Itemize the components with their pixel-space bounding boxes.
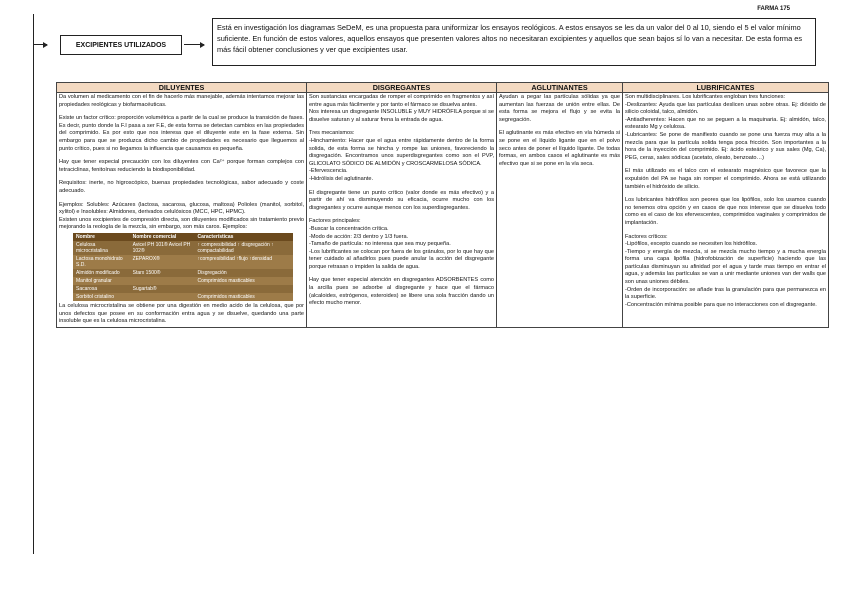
disgregantes-paragraph: -Buscar la concentración crítica. <box>309 225 389 232</box>
direct-compression-table <box>73 233 293 301</box>
lubrificantes-paragraph: -Lipófilos, excepto cuando se necesiten los hidrófilos. <box>625 241 758 248</box>
inner-cell: Almidón modificado <box>76 269 120 276</box>
inner-cell: Disgregación <box>197 269 227 276</box>
disgregantes-paragraph: -Efervescencia. <box>309 168 348 175</box>
diluyentes-paragraph: Hay que tener especial precaución con los diluyentes con Ca²⁺ porque forman complejos con tetraciclinas, fenitoínas reduciendo la biodisponibilidad. <box>59 159 304 173</box>
inner-cell: Sorbitol cristalino <box>73 293 130 301</box>
diluyentes-paragraph: Existen unos excipientes de compresión directa, son diluyentes modificados sin tratamiento previo mejorando la reología de la mezcla, sin embargo, son más caros. Ejemplos: <box>59 216 304 231</box>
lubrificantes-paragraph: -Deslizantes: Ayuda que las partículas deslicen unas sobre otras. Ej: dióxido de silicio coloidal, talco, almidón. <box>625 101 826 116</box>
lubrificantes-paragraph: Factores críticos: <box>625 233 668 240</box>
aglutinantes-paragraph: Ayudan a pegar las partículas sólidas ya que aumentan las fuerzas de unión entre ellas. De esta forma se mejora el flujo y se evita la segregación. <box>499 94 620 123</box>
inner-cell: Celulosa microcristalina <box>76 241 108 254</box>
cell-lubrificantes <box>623 93 829 328</box>
excipients-table <box>56 82 829 328</box>
diluyentes-paragraph: La celulosa microcristalina se obtiene por una digestión en medio acido de la celulosa, que por unos defectos que posee en su conformación entra agua y se disuelve, quedando una parte insoluble que es la celulosa microcristalina. <box>59 302 304 325</box>
inner-table-row <box>73 277 293 285</box>
disgregantes-paragraph: -Hidrólisis del aglutinante. <box>309 175 374 182</box>
disgregantes-paragraph: Hay que tener especial atención en disgregantes ADSORBENTES como la arcilla pues se adsorbe al disgregante y hace que el fármaco (alcaloides, estrógenos, esteroides) se libere una sola fracción dando un efecto mucho menor. <box>309 277 494 307</box>
inner-cell: Starx 1500® <box>132 269 161 276</box>
inner-cell: Comprimidos masticables <box>195 277 293 285</box>
disgregantes-paragraph: Nos interesa un disgregante INSOLUBLE y MUY HIDRÓFILA porque si se disuelve saturan y al saturar frena la entrada de agua. <box>309 109 494 123</box>
inner-cell: Sugartab® <box>132 285 157 292</box>
col-header-diluyentes: DILUYENTES <box>57 83 307 93</box>
inner-cell <box>195 285 293 293</box>
lubrificantes-paragraph: Son multidisciplinares. Los lubrificantes engloban tres funciones: <box>625 94 786 100</box>
diluyentes-paragraph: Da volumen al medicamento con el fin de hacerlo más manejable, además intentamos mejorar las propiedades reológicas y biofarmacéuticas. <box>59 94 304 108</box>
diluyentes-paragraph: Ejemplos: Solubles: Azúcares (lactosa, sacarosa, glucosa, maltosa) Polioles (manitol, sorbitol, xylitol) e Insolubles: Almidones, derivados celulósicos (MCC, HPC, HPMC). <box>59 201 304 216</box>
outline-connector-arrow <box>33 44 47 45</box>
cell-disgregantes <box>307 93 497 328</box>
inner-cell: Sacarosa <box>76 285 98 292</box>
inner-cell <box>130 277 195 285</box>
table-header-row <box>57 83 829 93</box>
lubrificantes-paragraph: -Orden de incorporación: se añade tras la granulación para que permanezca en la superficie. <box>625 286 826 301</box>
disgregantes-paragraph: Son sustancias encargadas de romper el comprimido en fragmentos y así entre agua más fácilmente y por tanto el fármaco se disuelva antes. <box>309 94 494 108</box>
lubrificantes-paragraph: -Antiadherentes: Hacen que no se peguen a la maquinaria. Ej: almidón, talco, estearato Mg y celulosa. <box>625 116 826 131</box>
disgregantes-paragraph: El disgregante tiene un punto crítico (valor donde es más efectivo) y a partir de ahí va disminuyendo su eficacia, ocurre mucho con los disgregantes y ocurre aunque menos con los superdisgregantes. <box>309 189 494 211</box>
inner-cell: ↑compresibilidad ↑flujo ↑densidad <box>195 255 293 269</box>
lubrificantes-paragraph: El más utilizado es el talco con el estearato magnésico que favorece que la expulsión del PA se haga sin romper el comprimido. Ahora se está utilizando también el hidróxido de silicio. <box>625 168 826 190</box>
disgregantes-paragraph: -Modo de acción: 2/3 dentro y 1/3 fuera. <box>309 233 409 240</box>
inner-header-features: Características <box>195 233 293 241</box>
col-header-disgregantes: DISGREGANTES <box>307 83 497 93</box>
inner-table-header <box>73 233 293 241</box>
section-label-box: EXCIPIENTES UTILIZADOS <box>60 35 182 55</box>
disgregantes-paragraph: Tres mecanismos: <box>309 130 355 137</box>
inner-cell: Comprimidos masticables <box>195 293 293 301</box>
inner-cell: Avicel PH 101® Avicel PH 102® <box>132 241 191 254</box>
diluyentes-paragraph: Existe un factor crítico: proporción volumétrica a partir de la cual se produce la transición de fases. Es decir, punto donde la F.I pasa a ser F.E, de esta forma se detectan cambios en las propiedades del comprimido. Es por esto que nos interesa que el diluyente este en la fase externa. Sin embargo para que se produzca dicho cambio de propiedades es necesario que lleguemos al punto crítico, pues si no llegamos la influencia que causamos es pequeña. <box>59 115 304 152</box>
inner-cell: ZEPAROX® <box>130 255 195 269</box>
inner-cell: Lactosa monohidrato S.D. <box>73 255 130 269</box>
disgregantes-paragraph: Factores principales: <box>309 218 361 225</box>
lubrificantes-paragraph: -Lubricantes: Se pone de manifiesto cuando se pone una fuerza muy alta a la mezcla para que la partícula solida tenga poca fricción. Son importantes a la hora de la inyección del comprimido. Ej: ácido esteárico y sus sales (Mg, Ca), PEG, ceras, sales sódicas (acetato, oleato, benzoato…) <box>625 131 826 161</box>
disgregantes-paragraph: -Hinchamiento: Hacer que el agua entre rápidamente dentro de la forma solida, de esta forma se hincha y rompe las uniones, favoreciendo la disgregación. Encontramos unos superdisgregantes como son el PVP, GLICOLATO SÓDICO DE ALMIDÓN y CROSCARMELOSA SÓDICA. <box>309 137 494 167</box>
document-header-code: FARMA 175 <box>757 6 790 12</box>
inner-table-row <box>73 269 293 277</box>
intro-text-box: Está en investigación los diagramas SeDeM, es una propuesta para uniformizar los ensayos reológicos. A estos ensayos se les da un valor del 0 al 10, siendo el 5 el valor mínimo suficiente. En función de estos valores, aquellos ensayos que presenten valores altos no necesitaran excipientes y aquellos que sean bajos sí lo van a necesitar. De esta forma es más fácil obtener conclusiones y ver que excipientes usar. <box>212 18 816 66</box>
inner-cell: Manitol granular <box>73 277 130 285</box>
cell-diluyentes <box>57 93 307 328</box>
inner-table-row <box>73 255 293 269</box>
arrow-icon <box>184 44 204 45</box>
disgregantes-paragraph: -Los lubrificantes se colocan por fuera de los gránulos, por lo que hay que tener cuidado al añadirlos pues puede anular la acción del disgregante porque retrasan o impiden la salida de agua. <box>309 248 494 270</box>
lubrificantes-paragraph: -Tiempo y energía de mezcla, si se mezcla mucho tiempo y a mucha energía forma una capa lipófila (hidrofobización de superficie) haciendo que las partículas disminuyan su afinidad por el agua y tarde mas tiempo en entrar el agua, y además las partículas se van a unir mediante uniones van der walls que son unas uniones débiles. <box>625 248 826 286</box>
inner-table-row <box>73 293 293 301</box>
lubrificantes-paragraph: -Concentración mínima posible para que no interacciones con el disgregante. <box>625 301 817 308</box>
diluyentes-paragraph: Requisitos: inerte, no higroscópico, buenas propiedades tecnológicas, sabor adecuado y coste adecuado. <box>59 180 304 194</box>
col-header-aglutinantes: AGLUTINANTES <box>497 83 623 93</box>
aglutinantes-paragraph: El aglutinante es más efectivo en vía húmeda si se pone en el líquido ligante que en el polvo seco antes de poner el líquido ligante. De todas formas, en ambos casos el aglutinante es más efectivo que si se pone en la vía seca. <box>499 130 620 167</box>
cell-aglutinantes <box>497 93 623 328</box>
inner-header-name: Nombre <box>73 233 130 241</box>
inner-table-row <box>73 241 293 255</box>
lubrificantes-paragraph: Los lubricantes hidrófilos son peores que los lipófilos, solo los usamos cuando no tenemos otra opción y en casos de que nos interese que se disuelva todo como es el caso de los efervescentes, comprimidos vaginales y comprimidos de implantación. <box>625 197 826 226</box>
inner-cell: ↑ compresibilidad ↑ disgregación ↑ compactabilidad <box>197 241 274 254</box>
outline-connector-line <box>33 14 34 554</box>
inner-cell <box>130 293 195 301</box>
disgregantes-paragraph: -Tamaño de partícula: no interesa que sea muy pequeña. <box>309 241 451 248</box>
table-body-row <box>57 93 829 328</box>
col-header-lubrificantes: LUBRIFICANTES <box>623 83 829 93</box>
inner-table-row <box>73 285 293 293</box>
inner-header-commercial: Nombre comercial <box>130 233 195 241</box>
